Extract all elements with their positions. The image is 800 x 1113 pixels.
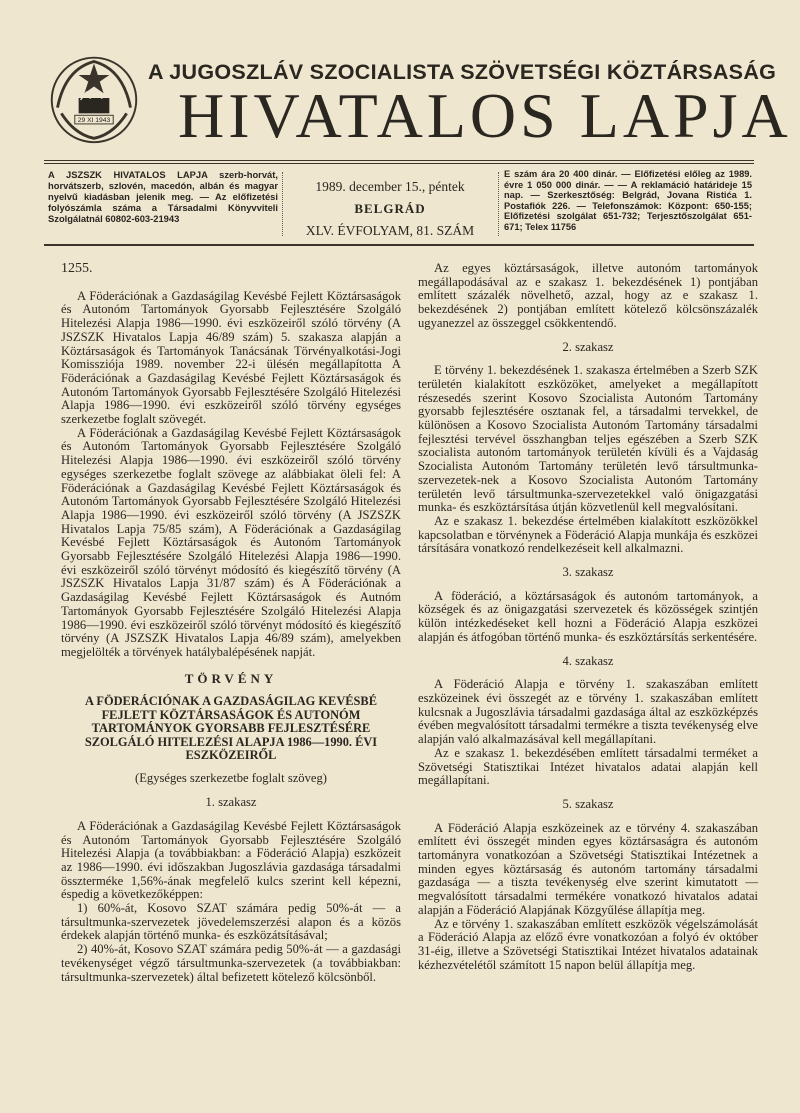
issue-date: 1989. december 15., péntek [315, 179, 465, 194]
paragraph: A Föderációnak a Gazdaságilag Kevésbé Fejlett Köztársaságok és Autonóm Tartományok Gyorsabb Fejlesztésére Szolgáló Hitelezési Alapja (a továbbiakban: a Föderáció Alapja) eszközeit az 1986—1990. évi időszakban Jugoszlávia gazdasága társadalmi összterméke 1,56%-ának megfelelő kulcs szerint kell képezni, éspedig a következőképpen: [61, 818, 401, 902]
right-column [418, 262, 758, 972]
paragraph: Az e törvény 1. szakaszában említett eszközök végelszámolását a Föderáció Alapja az előző évre vonatkozóan a folyó év október 31-éig, illetve a Szövetségi Statisztikai Intézet hivatalos adatainak kézhezvételétől számított 15 napon belül állapítja meg. [418, 916, 758, 972]
paragraph: A föderáció, a köztársaságok és autonóm tartományok, a községek és az önigazgatási szervezetek és közösségek szintjén külön intézkedéseket kell hozni a Föderáció Alapja eszközei alapján és átfogóban történő munka- és eszköztársítás serkentésére. [418, 588, 758, 644]
paragraph: A Föderáció Alapja e törvény 1. szakaszában említett eszközeinek évi összegét az e törvény 1. szakaszában említett kulcsnak a Jugoszlávia társadalmi gazdasága által az eszközképzés évében megvalósított társadalmi termékre a tiszta tevékenység elve alapján való alkalmazásával kell megállapítani. [418, 677, 758, 747]
law-title: A FÖDERÁCIÓNAK A GAZDASÁGILAG KEVÉSBÉ FEJLETT KÖZTÁRSASÁGOK ÉS AUTONÓM TARTOMÁNYOK GYORSABB FEJLESZTÉSÉRE SZOLGÁLÓ HITELEZÉSI ALAPJA 1986—1990. ÉVI ESZKÖZEIRŐL [84, 694, 378, 763]
paragraph: Az e szakasz 1. bekezdése értelmében kialakított eszközökkel kapcsolatban e törvénynek a Föderáció Alapja munkája és eszközei társítására vonatkozó rendelkezéseit kell alkalmazni. [418, 513, 758, 556]
section-heading: 4. szakasz [562, 653, 614, 668]
paragraph: A Föderáció Alapja eszközeinek az e törvény 4. szakaszában említett évi összegét minden egyes köztársaságra és autonóm tartományra vonatkozóan a Szövetségi Statisztikai Intézetnek a minden egyes köztársaság és autonóm tartomány társadalmi gazdasága — a tiszta tevékenység elve szerint kimutatott — megvalósított társadalmi termékére vonatkozó hivatalos adatai alapján a Föderáció Alapjának Közgyűlése állapítja meg. [418, 820, 758, 917]
law-heading: TÖRVÉNY [184, 670, 278, 686]
issue-volume: XLV. ÉVFOLYAM, 81. SZÁM [305, 223, 475, 238]
price-contact-info: E szám ára 20 400 dinár. — Előfizetési előleg az 1989. évre 1 050 000 dinár. — — A reklamáció határideje 15 nap. — Szerkesztőség: Belgrád, Jovana Ristića 1. Postafiók 226. — Telefonszámok: Központ: 650-155; Előfizetési szolgálat 651-732; Terjesztőszolgálat 651-671; Telex 11756 [504, 169, 752, 232]
document-number: 1255. [61, 261, 93, 276]
list-item: 1) 60%-át, Kosovo SZAT számára pedig 50%-át — a társultmunka-szervezetek jövedelemszerzési alapon és a közös érdekek alapján történő munka- és eszközátsításával; [61, 901, 401, 943]
divider [44, 244, 754, 246]
issue-city: BELGRÁD [354, 201, 426, 216]
paragraph: Az e szakasz 1. bekezdésében említett társadalmi terméket a Szövetségi Statisztikai Intézet hivatalos adatai alapján kell megállapítani. [418, 745, 758, 788]
divider [282, 172, 283, 236]
section-heading: 5. szakasz [562, 796, 614, 811]
emblem-date: 29 XI 1943 [77, 117, 111, 124]
paragraph: A Föderációnak a Gazdaságilag Kevésbé Fejlett Köztársaságok és Autonóm Tartományok Gyorsabb Fejlesztésére Szolgáló Hitelezési Alapja 1986—1990. évi eszközeiről szóló törvény egységes szerkezetbe foglalt szövege az alábbiakat öleli fel: A Föderációnak a Gazdaságilag Kevésbé Fejlett Köztársaságok és Autonóm Tartományok Gyorsabb Fejlesztésére Szolgáló Hitelezési Alapja 1986—1990. évi eszközeiről szóló törvény (A JSZSZK Hivatalos Lapja 75/85 szám), A Föderációnak a Gazdaságilag Kevésbé Fejlett Köztársaságok és Autonóm Tartományok Gyorsabb Fejlesztésére Szolgáló Hitelezési Alapja 1986—1990. évi eszközeiről szóló törvényt módosító és kiegészítő törvény (A JSZSZK Hivatalos Lapja 31/87 szám) és A Föderációnak a Gazdaságilag Kevésbé Fejlett Köztársaságok és Autnóm Tartományok Gyorsabb Fejlesztésére Szolgáló Hitelezési Alapja 1986—1990. évi eszközeiről szóló törvényt módosító és kiegészítő törvény (A JSZSZK Hivatalos Lapja 46/89 szám), amelyekben megjelölték a törvények hatálybalépésének napját. [61, 425, 401, 659]
issue-info [290, 176, 490, 242]
state-emblem-icon [46, 50, 142, 146]
divider [498, 172, 499, 236]
list-item: 2) 40%-át, Kosovo SZAT számára pedig 50%-át — a gazdasági tevékenységet végző társultmunka-szervezetek (a továbbiakban: társultmunka-szervezetek) által befizetett kötelező kölcsönből. [61, 942, 401, 984]
divider [44, 160, 754, 161]
paragraph: E törvény 1. bekezdésének 1. szakasza értelmében a Szerb SZK területén kialakított eszközöket, amelyeket a megállapított részesedés szerint Kosovo Szocialista Autonóm Tartomány gyorsabb fejlesztésére osztanak fel, a társadalmi tervekkel, de különösen a Kosovo Szocialista Autonóm Tartomány társadalmi fejlesztési tervével összhangban teljes egészében a Szerb SZK szocialista autonóm tartományok területén kívüli és a Vajdaság Szocialista Autonóm Tartomány területén levő társultmunka-szervezetek-nek a Kosovo Szocialista Autonóm Tartomány területén levő társultmunka-szervezetekkel való önigazgatási munka- és eszköztársítása útján közvetlenül kell megvalósítani. [418, 363, 758, 515]
divider [44, 163, 754, 164]
law-subtitle: (Egységes szerkezetbe foglalt szöveg) [135, 771, 327, 786]
publication-info: A JSZSZK HIVATALOS LAPJA szerb-horvát, horvátszerb, szlovén, macedón, albán és magyar nyelvű kiadásban jelenik meg. — Az előfizetési folyószámla száma a Társadalmi Könyvviteli Szolgálatnál 60802-603-21943 [48, 169, 278, 224]
republic-heading: A JUGOSZLÁV SZOCIALISTA SZÖVETSÉGI KÖZTÁRSASÁG [148, 60, 777, 84]
section-heading: 1. szakasz [205, 795, 257, 810]
paragraph: A Föderációnak a Gazdaságilag Kevésbé Fejlett Köztársaságok és Autonóm Tartományok Gyorsabb Fejlesztésére Szolgáló Hitelezési Alapja 1986—1990. évi eszközeiről szóló törvény (A JSZSZK Hivatalos Lapja 46/89 szám) 5. szakasza alapján a Köztársaságok és Tartományok Tanácsának Törvényalkotási-Jogi Komissziója 1989. november 22-i ülésén megállapította A Föderációnak a Gazdaságilag Kevésbé Fejlett Köztársaságok és Autonóm Tartományok Gyorsabb Fejlesztésére Szolgáló Hitelezési Alapja 1986—1990. évi eszközeiről szóló törvény egységes szerkezetbe foglalt szövegét. [61, 288, 401, 427]
left-column [61, 262, 401, 984]
section-heading: 3. szakasz [562, 565, 614, 580]
section-heading: 2. szakasz [562, 339, 614, 354]
paragraph: Az egyes köztársaságok, illetve autonóm tartományok megállapodásával az e szakasz 1. bekezdésének 1) pontjában említett százalék növelhető, azzal, hogy az e szakasz 1. bekezdésének 2) pontjában említett kötelező kölcsönszázalék ugyanezzel az összeggel csökkentendő. [418, 261, 758, 330]
page-title: HIVATALOS LAPJA [178, 80, 792, 151]
